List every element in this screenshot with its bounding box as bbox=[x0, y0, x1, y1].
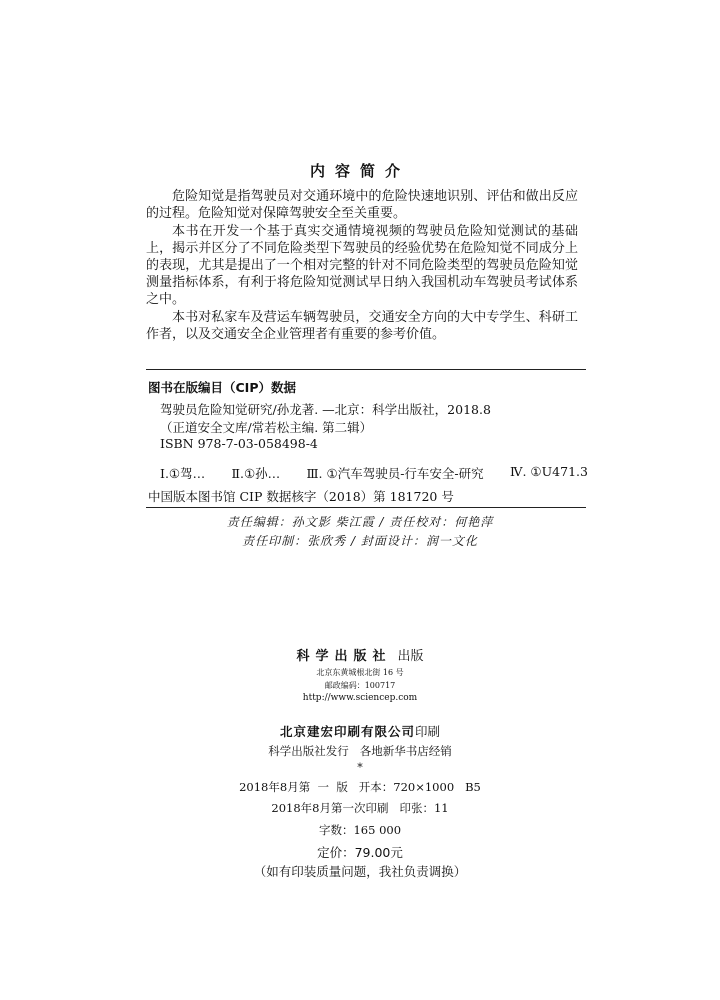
printer-suffix: 印刷 bbox=[415, 724, 441, 739]
printing-line: 2018年8月第一次印刷 印张：11 bbox=[271, 801, 449, 815]
cip-record: 中国版本图书馆 CIP 数据核字（2018）第 181720 号 bbox=[148, 489, 454, 504]
publisher-postcode: 邮政编码：100717 bbox=[324, 681, 396, 690]
summary-title: 内容简介 bbox=[309, 162, 410, 180]
quality-note: （如有印装质量问题，我社负责调换） bbox=[253, 864, 467, 879]
price: 定价：79.00元 bbox=[317, 845, 403, 860]
distribution-line: 科学出版社发行 各地新华书店经销 bbox=[268, 744, 452, 758]
cip-heading: 图书在版编目（CIP）数据 bbox=[148, 380, 296, 395]
publisher-suffix: 出版 bbox=[397, 649, 424, 664]
cip-class-4: Ⅳ. ①U471.3 bbox=[510, 464, 588, 479]
star-mark: * bbox=[357, 761, 363, 774]
publisher-address: 北京东黄城根北街 16 号 bbox=[316, 668, 404, 677]
summary-paragraph-1: 危险知觉是指驾驶员对交通环境中的危险快速地识别、评估和做出反应的过程。危险知觉对保障驾驶安全至关重要。 bbox=[146, 189, 578, 221]
credits-line-2: 责任印制：张欣秀 / 封面设计：润一文化 bbox=[242, 534, 478, 548]
cip-title-line: 驾驶员危险知觉研究/孙龙著. —北京：科学出版社，2018.8 bbox=[160, 402, 491, 417]
publisher-website: http://www.sciencep.com bbox=[302, 693, 418, 703]
cip-bottom-rule bbox=[146, 507, 586, 508]
cip-isbn-line: ISBN 978-7-03-058498-4 bbox=[160, 436, 318, 451]
cip-top-rule bbox=[146, 369, 586, 370]
cip-classification bbox=[160, 464, 588, 482]
publisher-name-text: 科学出版社 bbox=[296, 649, 392, 664]
summary-paragraph-3: 本书对私家车及营运车辆驾驶员，交通安全方向的大中专学生、科研工作者，以及交通安全企业管理者有重要的参考价值。 bbox=[146, 310, 578, 342]
edition-line: 2018年8月第 一 版 开本：720×1000 B5 bbox=[239, 780, 481, 794]
publisher-name bbox=[0, 645, 720, 664]
word-count: 字数：165 000 bbox=[318, 823, 402, 837]
summary-paragraph-2: 本书在开发一个基于真实交通情境视频的驾驶员危险知觉测试的基础上，揭示并区分了不同危险类型下驾驶员的经验优势在危险知觉不同成分上的表现，尤其是提出了一个相对完整的针对不同危险类型的驾驶员危险知觉测量指标体系，有利于将危险知觉测试早日纳入我国机动车驾驶员考试体系之中。 bbox=[146, 224, 578, 307]
cip-class-2: Ⅱ.①孙… bbox=[231, 466, 281, 481]
cip-class-1: Ⅰ.①驾… bbox=[160, 466, 206, 481]
credits-line-1: 责任编辑：孙文影 柴江霞 / 责任校对：何艳萍 bbox=[226, 515, 494, 529]
cip-series-line: （正道安全文库/常若松主编. 第二辑） bbox=[160, 420, 373, 435]
printer-name: 北京建宏印刷有限公司 bbox=[279, 724, 415, 739]
printer-line bbox=[0, 722, 720, 740]
cip-class-3: Ⅲ. ①汽车驾驶员-行车安全-研究 bbox=[306, 466, 484, 481]
